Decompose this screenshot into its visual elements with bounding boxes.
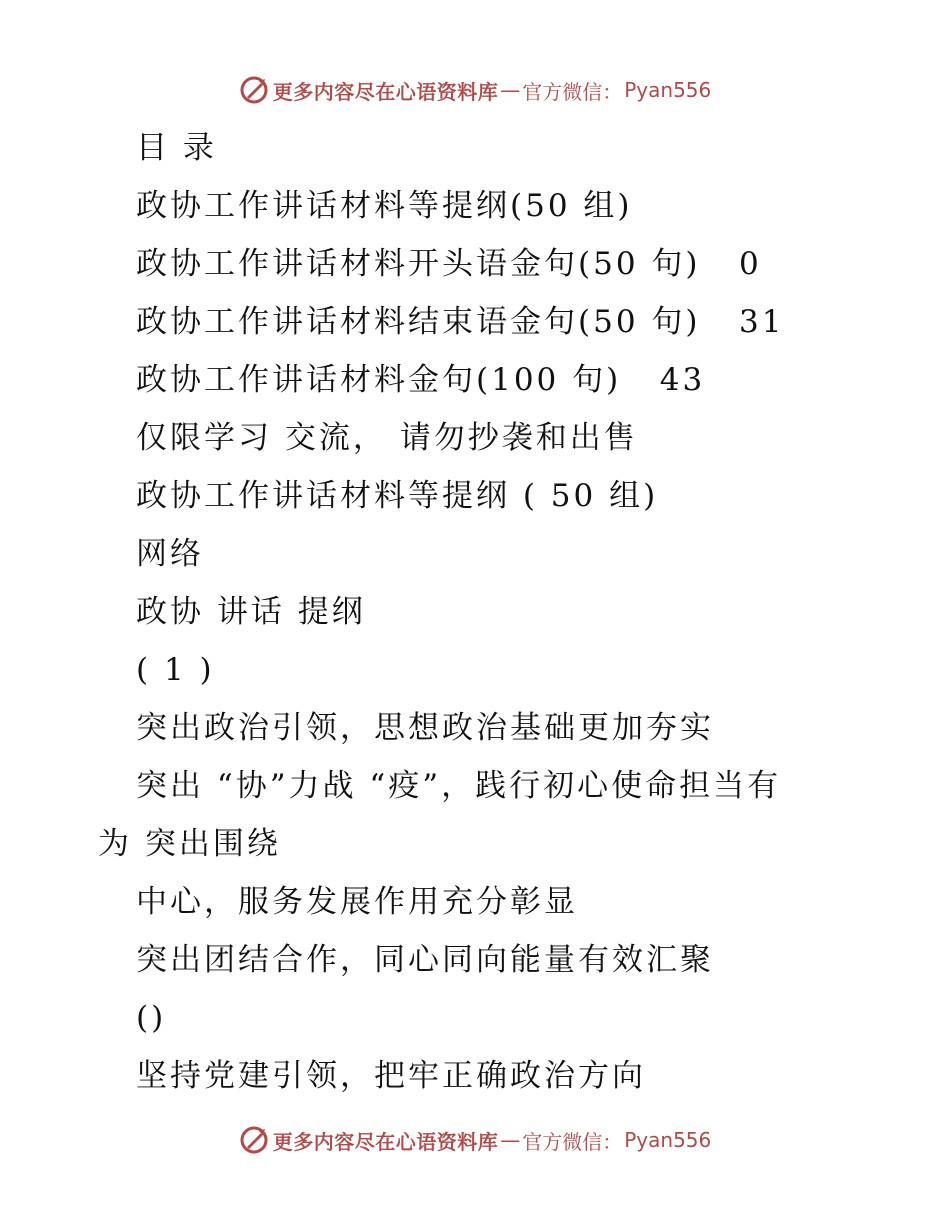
body-line: 突出政治引领，思想政治基础更加夯实 <box>136 710 714 746</box>
header-banner <box>0 72 950 108</box>
quill-pen-logo-icon <box>239 75 269 105</box>
notice-line: 仅限学习 交流， 请勿抄袭和出售 <box>136 420 638 456</box>
banner-wechat-id: Pyan556 <box>624 1128 712 1152</box>
section-title: 政协工作讲话材料等提纲 ( 50 组) <box>136 478 659 514</box>
body-line: 坚持党建引领，把牢正确政治方向 <box>136 1058 646 1094</box>
body-line: 突出 “协”力战 “疫”，践行初心使命担当有 <box>136 768 782 804</box>
body-line: 中心，服务发展作用充分彰显 <box>136 884 578 920</box>
toc-entry: 政协工作讲话材料开头语金句(50 句) 0 <box>136 246 762 282</box>
banner-wechat-label: 官方微信： <box>522 1129 623 1154</box>
toc-entry: 政协工作讲话材料等提纲(50 组) <box>136 188 633 224</box>
body-line: 突出团结合作，同心同向能量有效汇聚 <box>136 942 714 978</box>
subsection-title: 政协 讲话 提纲 <box>136 594 366 630</box>
banner-text: 更多内容尽在心语资料库 <box>272 79 499 104</box>
banner-separator: — <box>500 1128 521 1152</box>
body-line-continued: 为 突出围绕 <box>98 826 281 862</box>
toc-entry: 政协工作讲话材料金句(100 句) 43 <box>136 362 706 398</box>
toc-heading: 目 录 <box>136 130 217 166</box>
toc-entry: 政协工作讲话材料结束语金句(50 句) 31 <box>136 304 785 340</box>
banner-wechat-id: Pyan556 <box>624 78 712 102</box>
item-number: ( 1 ) <box>136 652 215 688</box>
banner-wechat-label: 官方微信： <box>522 79 623 104</box>
banner-text: 更多内容尽在心语资料库 <box>272 1129 499 1154</box>
quill-pen-logo-icon <box>239 1125 269 1155</box>
footer-banner <box>0 1122 950 1158</box>
source-line: 网络 <box>136 536 204 572</box>
banner-separator: — <box>500 78 521 102</box>
item-number: () <box>136 1000 167 1036</box>
